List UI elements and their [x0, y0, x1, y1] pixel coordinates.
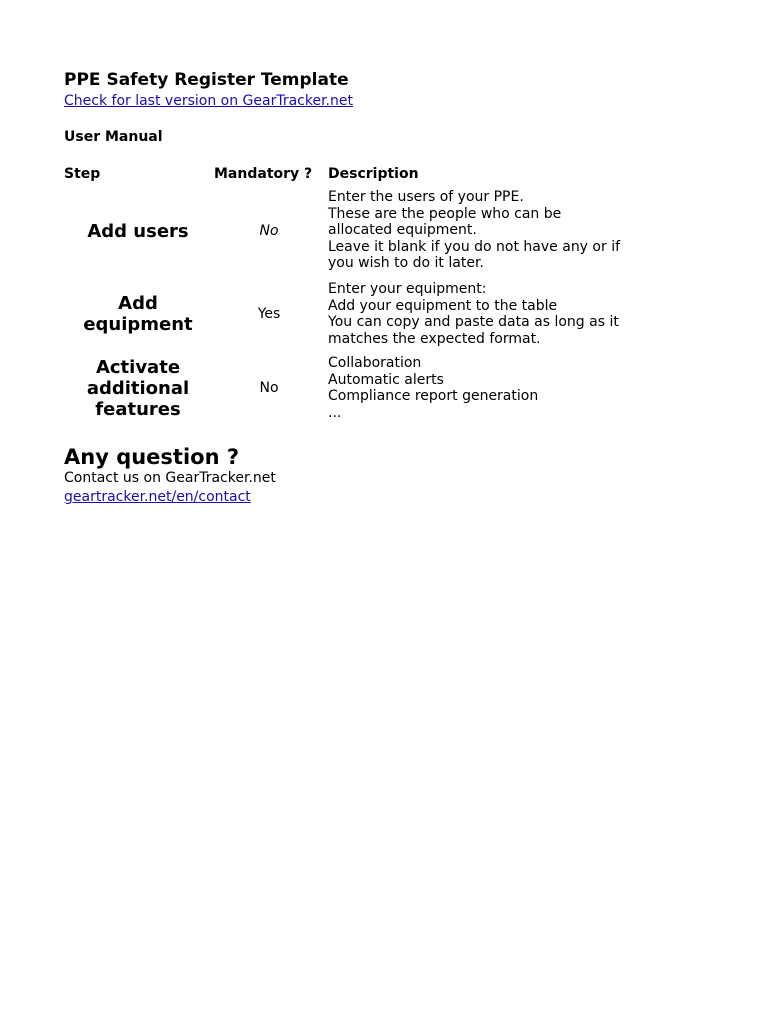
contact-link[interactable]: geartracker.net/en/contact — [64, 489, 251, 505]
step-description — [328, 355, 628, 421]
step-label-text: equipment — [83, 314, 193, 335]
description-line: Collaboration — [328, 355, 422, 371]
mandatory-value: No — [259, 380, 279, 396]
column-header-mandatory: Mandatory ? — [214, 166, 313, 182]
any-question-heading: Any question ? — [64, 445, 240, 469]
description-line: Add your equipment to the table — [328, 297, 558, 314]
column-header-description: Description — [328, 166, 419, 182]
step-description — [328, 281, 628, 347]
description-line: allocated equipment. — [328, 222, 477, 239]
document-title: PPE Safety Register Template — [64, 70, 349, 90]
step-label-text: Activate — [95, 356, 181, 378]
description-line: you wish to do it later. — [328, 255, 484, 272]
description-line: Compliance report generation — [328, 388, 539, 405]
step-label — [64, 355, 212, 421]
description-line: Enter your equipment: — [328, 281, 487, 297]
description-line: These are the people who can be — [328, 205, 562, 222]
table-row — [64, 355, 704, 421]
description-line: Enter the users of your PPE. — [328, 189, 524, 205]
description-line: You can copy and paste data as long as it — [328, 314, 619, 331]
step-label — [64, 189, 212, 273]
description-line: Leave it blank if you do not have any or if — [328, 238, 621, 255]
table-row — [64, 281, 704, 349]
description-line: ... — [328, 404, 342, 421]
column-header-step: Step — [64, 166, 101, 182]
description-line: Automatic alerts — [328, 371, 444, 388]
step-label-text: Add — [118, 293, 158, 314]
step-label-text: Add users — [87, 220, 189, 242]
contact-text: Contact us on GearTracker.net — [64, 470, 276, 486]
version-link[interactable]: Check for last version on GearTracker.net — [64, 93, 353, 109]
step-description — [328, 189, 628, 272]
mandatory-value: Yes — [257, 306, 281, 322]
user-manual-heading: User Manual — [64, 129, 163, 145]
step-label — [64, 281, 212, 347]
table-row — [64, 189, 704, 275]
mandatory-value: No — [259, 223, 279, 239]
step-label-text: features — [95, 398, 181, 420]
description-line: matches the expected format. — [328, 330, 541, 347]
step-label-text: additional — [86, 377, 190, 399]
